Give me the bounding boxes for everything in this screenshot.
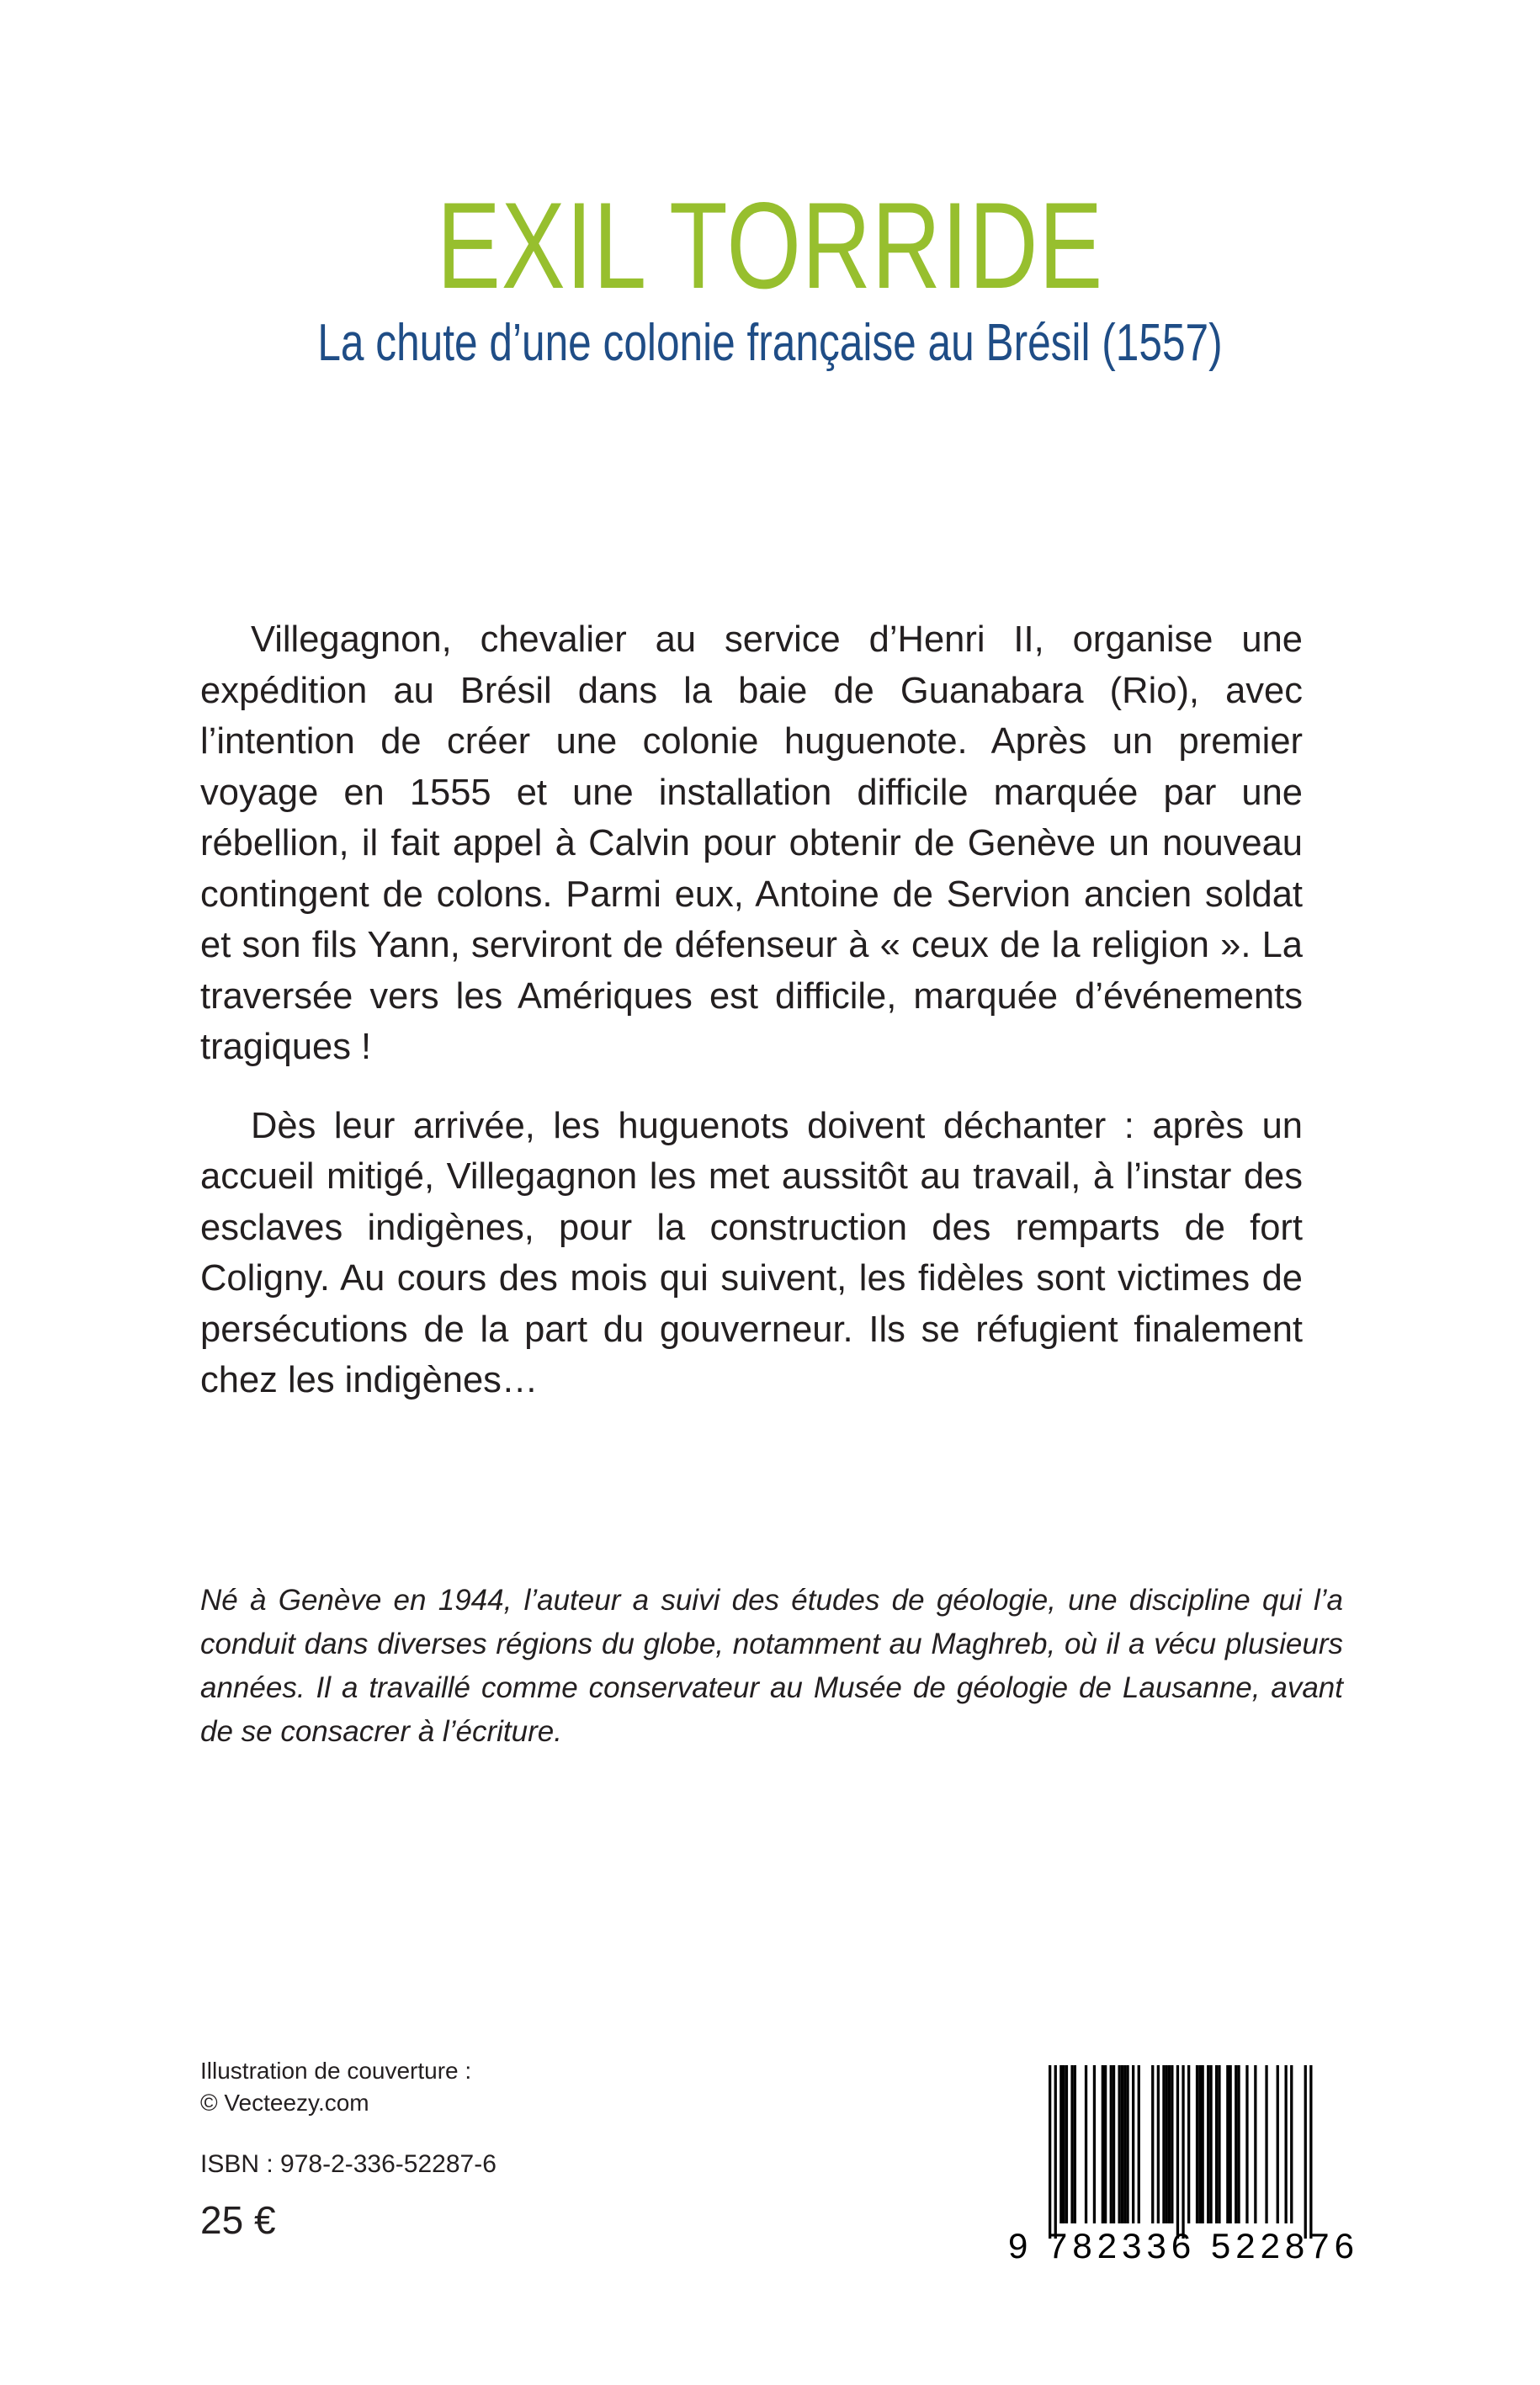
barcode-bar [1290, 2065, 1293, 2223]
barcode-bar [1123, 2065, 1126, 2223]
summary-paragraph: Dès leur arrivée, les huguenots doivent déchanter : après un accueil mitigé, Villegagnon les met aussitôt au travail, à l’instar des esclaves indigènes, pour la construction des remparts de fort Coligny. Au cours des mois qui suivent, les fidèles sont victimes de persécutions de la part du gouverneur. Ils se réfugient finalement chez les indigènes… [200, 1105, 1303, 1400]
book-title: EXIL TORRIDE [436, 177, 1104, 314]
barcode-bar [1187, 2065, 1190, 2223]
barcode-bar [1121, 2065, 1123, 2223]
barcode-bar [1162, 2065, 1165, 2223]
barcode-bar [1168, 2065, 1171, 2223]
barcode-bar [1049, 2065, 1051, 2239]
author-bio: Né à Genève en 1944, l’auteur a suivi des études de géologie, une discipline qui l’a conduit dans diverses régions du globe, notamment au Maghreb, où il a vécu plusieurs années. Il a travaillé comme conservateur au Musée de géologie de Lausanne, avant de se consacrer à l’écriture. [200, 1584, 1343, 1748]
book-subtitle: La chute d’une colonie française au Brésil (1557) [317, 314, 1223, 372]
barcode-bar [1245, 2065, 1248, 2223]
illustration-credit-source: © Vecteezy.com [200, 2090, 369, 2116]
price: 25 € [200, 2198, 276, 2242]
barcode-digits: 9 782336 522876 [1008, 2226, 1359, 2265]
barcode-bar [1093, 2065, 1096, 2223]
barcode-bar [1215, 2065, 1218, 2223]
book-summary [200, 614, 1303, 1406]
barcode-bar [1218, 2065, 1220, 2223]
barcode-bar [1304, 2065, 1307, 2239]
barcode-bar [1202, 2065, 1204, 2223]
barcode-bar [1065, 2065, 1068, 2223]
barcode-bar [1102, 2065, 1104, 2223]
barcode-bar [1198, 2065, 1201, 2223]
barcode-bar [1070, 2065, 1073, 2223]
barcode-bar [1265, 2065, 1267, 2223]
barcode-bar [1110, 2065, 1113, 2223]
barcode-bar [1166, 2065, 1168, 2223]
barcode-bar [1126, 2065, 1128, 2223]
summary-paragraph: Villegagnon, chevalier au service d’Henri II, organise une expédition au Brésil dans la baie de Guanabara (Rio), avec l’intention de créer une colonie huguenote. Après un premier voyage en 1555 et une installation difficile marquée par une rébellion, il fait appel à Calvin pour obtenir de Genève un nouveau contingent de colons. Parmi eux, Antoine de Servion ancien soldat et son fils Yann, serviront de défenseur à « ceux de la religion ». La traversée vers les Amériques est difficile, marquée d’événements tragiques ! [200, 619, 1303, 1067]
barcode-bar [1209, 2065, 1212, 2223]
barcode-bar [1157, 2065, 1160, 2223]
barcode-bar [1182, 2065, 1184, 2239]
barcode-bar [1113, 2065, 1115, 2223]
barcode-bar [1285, 2065, 1288, 2223]
barcode-bar [1196, 2065, 1198, 2223]
barcode-bar [1277, 2065, 1279, 2223]
barcode-bar [1063, 2065, 1065, 2223]
barcode-bar [1226, 2065, 1229, 2223]
barcode-bar [1235, 2065, 1237, 2223]
barcode-bar [1171, 2065, 1173, 2223]
barcode-bar [1138, 2065, 1140, 2223]
barcode-bar [1309, 2065, 1312, 2239]
barcode-bar [1104, 2065, 1107, 2223]
isbn: ISBN : 978-2-336-52287-6 [200, 2150, 497, 2178]
barcode-bar [1132, 2065, 1134, 2223]
barcode-bar [1118, 2065, 1121, 2223]
barcode-bar [1085, 2065, 1087, 2223]
barcode-bar [1074, 2065, 1076, 2223]
barcode [1008, 2058, 1359, 2277]
barcode-bar [1229, 2065, 1232, 2223]
barcode-bar [1054, 2065, 1057, 2239]
barcode-bar [1151, 2065, 1154, 2223]
barcode-bar [1059, 2065, 1062, 2223]
barcode-bar [1254, 2065, 1256, 2223]
barcode-bar [1237, 2065, 1240, 2223]
illustration-credit-label: Illustration de couverture : [200, 2058, 472, 2084]
barcode-bar [1207, 2065, 1209, 2223]
barcode-bar [1176, 2065, 1179, 2239]
illustration-credit [200, 2055, 471, 2119]
